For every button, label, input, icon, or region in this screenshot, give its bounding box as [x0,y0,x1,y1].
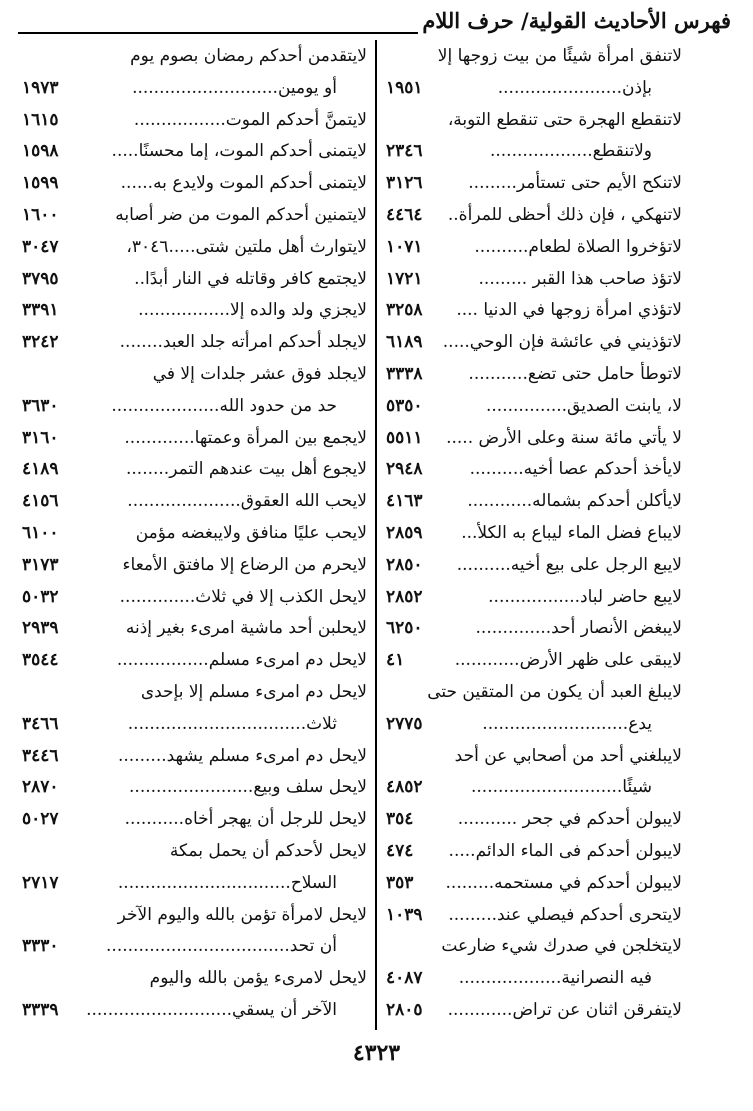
hadith-text: الآخر أن يسقي........................... [86,999,337,1020]
index-entry [386,391,682,423]
hadith-text: لايجوع أهل بيت عندهم التمر........ [125,459,367,480]
index-entry [22,931,367,963]
hadith-number: ١٠٧١ [386,236,423,257]
index-entry [386,200,682,232]
hadith-number: ٣٢٤٢ [22,332,59,353]
hadith-text: لايتقدمن أحدكم رمضان بصوم يوم [130,46,367,66]
index-entry [386,550,682,582]
hadith-number: ٤١٥٦ [22,491,59,512]
hadith-number: ٣٥٤٤ [22,650,59,671]
hadith-text: لايجمع بين المرأة وعمتها............. [124,427,367,448]
hadith-number: ١٦٠٠ [22,204,59,225]
hadith-text: لايتحرى أحدكم فيصلي عند......... [448,904,682,925]
hadith-number: ٣٧٩٥ [22,268,59,289]
index-entry [22,136,367,168]
hadith-text: بإذن....................... [497,77,652,98]
hadith-text: لاتؤذيني في عائشة فإن الوحي..... [442,332,682,353]
index-entry [22,772,367,804]
hadith-number: ٢٨٠٥ [386,999,423,1020]
index-entry [386,963,682,995]
hadith-text: حد من حدود الله.................... [111,395,337,416]
hadith-number: ٤٨٥٢ [386,777,423,798]
hadith-text: لاتنقطع الهجرة حتى تنقطع التوبة، [447,109,682,130]
hadith-number: ١٩٧٣ [22,77,59,98]
index-entry [22,41,367,73]
index-entry [22,200,367,232]
hadith-text: لاتنفق امرأة شيئًا من بيت زوجها إلا [437,46,682,66]
hadith-number: ٥٠٢٧ [22,809,59,830]
page-title: فهرس الأحاديث القولية/ حرف اللام [422,8,731,33]
index-entry [386,772,682,804]
hadith-number: ٢٨٧٠ [22,777,59,798]
index-entry [386,105,682,137]
hadith-text: لايبغض الأنصار أحد.............. [475,618,682,639]
hadith-number: ٤١٨٩ [22,459,59,480]
hadith-number: ٣٣٣٨ [386,363,423,384]
index-entry [22,454,367,486]
hadith-text: لايجلد أحدكم امرأته جلد العبد........ [119,332,367,353]
page-number: ٤٣٢٣ [352,1040,401,1066]
hadith-number: ١٦١٥ [22,109,59,130]
hadith-number: ٢٩٣٩ [22,618,59,639]
index-entry [22,645,367,677]
index-entry [386,232,682,264]
hadith-number: ٣٣٣٠ [22,936,59,957]
hadith-number: ٤٧٤ [386,840,414,861]
index-entry [386,741,682,773]
hadith-number: ١٥٩٩ [22,173,59,194]
hadith-text: لايبلغني أحد من أصحابي عن أحد [454,745,682,766]
index-entry [386,677,682,709]
index-entry [386,264,682,296]
hadith-number: ٤٤٦٤ [386,204,423,225]
index-entry [22,613,367,645]
index-entry [386,645,682,677]
hadith-text: لايأكلن أحدكم بشماله............ [467,491,682,512]
hadith-text: أن تحد.................................. [106,936,337,957]
hadith-number: ٣٥٤ [386,809,414,830]
hadith-text: لاتنكح الأيم حتى تستأمر......... [468,173,682,194]
hadith-text: لايباع فضل الماء ليباع به الكلأ... [461,522,682,543]
hadith-text: ولاتنقطع................... [489,141,652,162]
index-entry [22,359,367,391]
hadith-number: ١٠٣٩ [386,904,423,925]
index-entry [22,582,367,614]
hadith-text: فيه النصرانية................... [458,968,652,989]
hadith-text: لايتخلجن في صدرك شيء ضارعت [441,936,682,957]
hadith-number: ٢٧٧٥ [386,713,423,734]
hadith-text: لا، يابنت الصديق............... [486,395,682,416]
index-entry [22,804,367,836]
column-divider [375,40,377,1030]
right-column [386,41,682,1027]
index-entry [22,868,367,900]
hadith-text: السلاح................................ [117,872,337,893]
hadith-text: لاتؤذ صاحب هذا القبر ......... [478,268,682,289]
hadith-number: ٢٧١٧ [22,872,59,893]
index-entry [386,709,682,741]
index-entry [386,995,682,1027]
index-entry [22,550,367,582]
hadith-text: لايبولن أحدكم فى الماء الدائم..... [448,840,682,861]
hadith-text: لايحل الكذب إلا في ثلاث.............. [119,586,367,607]
hadith-number: ٢٨٥٩ [386,522,423,543]
index-entry [22,709,367,741]
hadith-text: لايحل سلف وبيع....................... [129,777,367,798]
hadith-text: شيئًا............................ [471,777,652,798]
hadith-text: لايجزي ولد والده إلا................. [138,300,367,321]
hadith-text: ثلاث................................. [127,713,337,734]
index-entry [386,423,682,455]
hadith-text: يدع........................... [482,713,652,734]
left-column [22,41,367,1027]
hadith-text: أو يومين........................... [132,77,337,98]
hadith-text: لايحل لامرأة تؤمن بالله واليوم الآخر [117,904,367,925]
index-entry [22,677,367,709]
index-entry [386,868,682,900]
hadith-text: لايجلد فوق عشر جلدات إلا في [152,363,367,384]
index-entry [386,73,682,105]
index-entry [386,931,682,963]
index-entry [386,518,682,550]
index-entry [386,582,682,614]
index-entry [386,486,682,518]
index-entry [22,391,367,423]
hadith-number: ٤٠٨٧ [386,968,423,989]
hadith-text: لايبولن أحدكم في مستحمه......... [445,872,682,893]
hadith-number: ٣٦٣٠ [22,395,59,416]
hadith-text: لايحرم من الرضاع إلا مافتق الأمعاء [122,554,367,575]
hadith-number: ٣٥٣ [386,872,414,893]
index-entry [386,900,682,932]
hadith-text: لايحلبن أحد ماشية امرىء بغير إذنه [125,618,367,639]
hadith-number: ٣٢٥٨ [386,300,423,321]
index-entry [22,232,367,264]
index-entry [386,168,682,200]
hadith-text: لايتمنين أحدكم الموت من ضر أصابه [115,204,367,225]
hadith-number: ٦١٠٠ [22,522,59,543]
hadith-number: ٦٢٥٠ [386,618,423,639]
hadith-number: ٣١٧٣ [22,554,59,575]
index-entry [22,327,367,359]
hadith-number: ٣٤٦٦ [22,713,59,734]
hadith-number: ٥٥١١ [386,427,423,448]
hadith-number: ٥٣٥٠ [386,395,423,416]
hadith-number: ٣٠٤٧ [22,236,59,257]
hadith-number: ٣٣٣٩ [22,999,59,1020]
index-entry [386,454,682,486]
hadith-text: لايجتمع كافر وقاتله في النار أبدًا.. [134,268,367,289]
hadith-number: ١٧٢١ [386,268,423,289]
hadith-text: لايأخذ أحدكم عصا أخيه.......... [469,459,682,480]
hadith-text: لا يأتي مائة سنة وعلى الأرض ..... [446,427,682,448]
hadith-text: لايتمنَّ أحدكم الموت................. [133,109,367,130]
index-entry [386,136,682,168]
index-entry [386,836,682,868]
page-header [18,6,731,40]
index-entry [22,741,367,773]
index-entry [22,295,367,327]
hadith-text: لايبلغ العبد أن يكون من المتقين حتى [427,681,682,702]
hadith-text: لايحل دم امرىء مسلم يشهد......... [118,745,367,766]
index-entry [386,359,682,391]
hadith-number: ٥٠٣٢ [22,586,59,607]
index-entry [386,804,682,836]
hadith-number: ٣٤٤٦ [22,745,59,766]
index-entry [22,518,367,550]
index-entry [386,41,682,73]
index-entry [22,900,367,932]
index-entry [22,73,367,105]
hadith-text: لايحل لأحدكم أن يحمل بمكة [169,840,367,861]
index-entry [386,327,682,359]
hadith-number: ٣١٦٠ [22,427,59,448]
hadith-number: ٢٩٤٨ [386,459,423,480]
hadith-text: لايحب الله العقوق..................... [127,491,367,512]
index-entry [22,836,367,868]
hadith-text: لايبولن أحدكم في جحر ........... [457,809,682,830]
index-entry [22,995,367,1027]
index-entry [22,168,367,200]
index-entry [22,105,367,137]
hadith-text: لايبع حاضر لباد................. [488,586,682,607]
hadith-number: ٤١٦٣ [386,491,423,512]
hadith-text: لايحل دم امرىء مسلم................. [116,650,367,671]
hadith-number: ٣١٢٦ [386,173,423,194]
hadith-text: لايحل لامرىء يؤمن بالله واليوم [149,968,367,989]
index-entry [386,295,682,327]
hadith-number: ٢٨٥٠ [386,554,423,575]
hadith-text: لاتوطأ حامل حتى تضع........... [468,363,682,384]
hadith-number: ٢٣٤٦ [386,141,423,162]
index-entry [22,423,367,455]
hadith-text: لاتؤخروا الصلاة لطعام.......... [474,236,682,257]
index-entry [22,486,367,518]
hadith-text: لايحل دم امرىء مسلم إلا بإحدى [140,681,367,702]
hadith-text: لايحب عليًا منافق ولايبغضه مؤمن [135,522,367,543]
hadith-number: ٦١٨٩ [386,332,423,353]
hadith-number: ١٥٩٨ [22,141,59,162]
index-entry [22,264,367,296]
hadith-text: لايتمنى أحدكم الموت ولايدع به...... [120,173,367,194]
index-entry [22,963,367,995]
hadith-text: لاتؤذي امرأة زوجها في الدنيا .... [456,300,682,321]
hadith-number: ٢٨٥٢ [386,586,423,607]
header-rule [18,32,418,34]
hadith-number: ٣٣٩١ [22,300,59,321]
hadith-number: ٤١ [386,650,405,671]
hadith-text: لايبع الرجل على بيع أخيه.......... [456,554,682,575]
hadith-text: لايحل للرجل أن يهجر أخاه........... [124,809,367,830]
hadith-text: لايبقى على ظهر الأرض............ [454,650,682,671]
hadith-text: لايتمنى أحدكم الموت، إما محسنًا..... [111,141,367,162]
hadith-text: لايتوارث أهل ملتين شتى.....٣٠٤٦، [126,236,367,257]
hadith-text: لايتفرقن اثنان عن تراض............ [447,999,682,1020]
index-entry [386,613,682,645]
hadith-text: لاتنهكي ، فإن ذلك أحظى للمرأة.. [447,204,682,225]
hadith-number: ١٩٥١ [386,77,423,98]
